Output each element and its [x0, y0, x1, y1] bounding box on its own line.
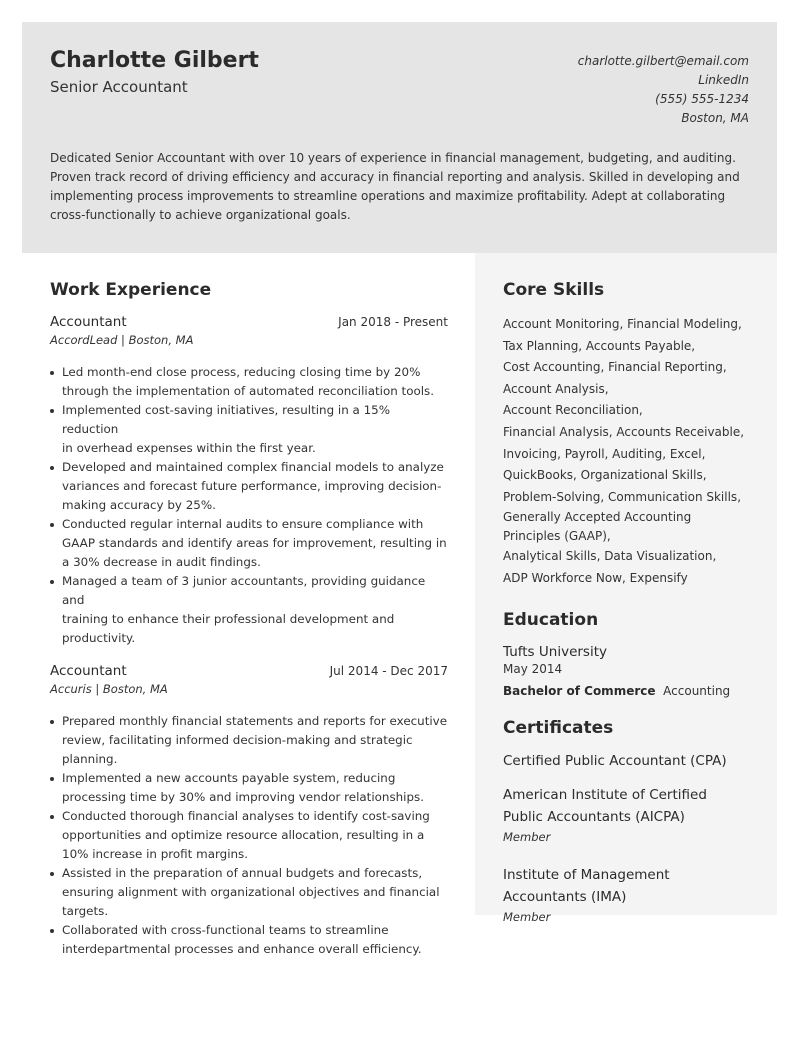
certificate-item: [503, 864, 758, 924]
bullet-item: Conducted thorough financial analyses to identify cost-saving opportunities and optimize resource allocation, resulting in a 10% increase in profit margins.: [50, 807, 448, 864]
skill-line: QuickBooks, Organizational Skills,: [503, 468, 707, 483]
bullet-item: Implemented cost-saving initiatives, resulting in a 15% reduction in overhead expenses within the first year.: [50, 401, 448, 458]
job-bullets: [50, 363, 448, 648]
resume-header: [22, 22, 777, 253]
certificate-name: Institute of Management: [503, 866, 670, 883]
skill-line: Principles (GAAP),: [503, 529, 611, 544]
education-date: May 2014: [503, 661, 563, 676]
skills-list: [503, 314, 758, 590]
certificate-name: Certified Public Accountant (CPA): [503, 752, 727, 769]
skill-line: Financial Analysis, Accounts Receivable,: [503, 424, 745, 439]
skill-line: Tax Planning, Accounts Payable,: [503, 338, 696, 353]
skill-line: Generally Accepted Accounting: [503, 510, 692, 525]
summary-line: Proven track record of driving efficiency and accuracy in financial reporting and analysis. Skilled in developing and: [50, 170, 740, 184]
job-company: Accuris | Boston, MA: [50, 682, 168, 696]
education-degree: [503, 684, 758, 698]
bullet-item: Conducted regular internal audits to ensure compliance with GAAP standards and identify areas for improvement, resulting in a 30% decrease in audit findings.: [50, 515, 448, 572]
certificate-name: Accountants (IMA): [503, 888, 627, 905]
contact-phone: (555) 555-1234: [655, 92, 749, 106]
degree-field: Accounting: [663, 683, 731, 698]
education-entry: [503, 644, 758, 698]
education-school: Tufts University: [503, 643, 607, 660]
summary-line: Dedicated Senior Accountant with over 10 years of experience in financial management, budgeting, and auditing.: [50, 151, 736, 165]
education-heading: Education: [503, 609, 599, 630]
bullet-item: Collaborated with cross-functional teams to streamline interdepartmental processes and enhance overall efficiency.: [50, 921, 448, 959]
skill-line: Account Monitoring, Financial Modeling,: [503, 317, 742, 331]
certificate-item: [503, 750, 758, 772]
bullet-item: Led month-end close process, reducing closing time by 20% through the implementation of automated reconciliation tools.: [50, 363, 448, 401]
skill-line: Problem-Solving, Communication Skills,: [503, 489, 742, 504]
skill-line: Account Analysis,: [503, 381, 609, 396]
job-title: Accountant: [50, 314, 127, 330]
skill-line: Account Reconciliation,: [503, 403, 643, 418]
job-dates: Jan 2018 - Present: [338, 315, 448, 329]
summary: [50, 149, 750, 225]
job-title: Accountant: [50, 663, 127, 679]
certificate-name: Public Accountants (AICPA): [503, 808, 685, 825]
sidebar: [503, 280, 758, 924]
job-dates: Jul 2014 - Dec 2017: [329, 664, 448, 678]
contact-block: [578, 52, 749, 128]
bullet-item: Assisted in the preparation of annual budgets and forecasts, ensuring alignment with organizational objectives and financial targets.: [50, 864, 448, 921]
certificate-role: Member: [503, 829, 551, 844]
skill-line: Invoicing, Payroll, Auditing, Excel,: [503, 446, 706, 461]
job-entry: [50, 663, 448, 959]
bullet-item: Prepared monthly financial statements and reports for executive review, facilitating informed decision-making and strategic planning.: [50, 712, 448, 769]
candidate-role: Senior Accountant: [50, 78, 188, 96]
certificates-heading: Certificates: [503, 717, 614, 738]
bullet-item: Developed and maintained complex financial models to analyze variances and forecast future performance, improving decision- making accuracy by 25%.: [50, 458, 448, 515]
contact-email[interactable]: charlotte.gilbert@email.com: [577, 54, 749, 68]
core-skills-heading: Core Skills: [503, 280, 605, 300]
contact-location: Boston, MA: [681, 111, 749, 125]
degree-name: Bachelor of Commerce: [503, 683, 656, 698]
job-entry: [50, 314, 448, 648]
job-company: AccordLead | Boston, MA: [50, 333, 194, 347]
skill-line: Cost Accounting, Financial Reporting,: [503, 360, 727, 375]
contact-linkedin[interactable]: LinkedIn: [698, 73, 749, 87]
skill-line: Analytical Skills, Data Visualization,: [503, 549, 717, 564]
summary-line: implementing process improvements to streamline operations and maximize profitability. Adept at collaborating: [50, 189, 726, 203]
candidate-name: Charlotte Gilbert: [50, 48, 259, 73]
work-experience-section: [50, 280, 448, 959]
bullet-item: Managed a team of 3 junior accountants, providing guidance and training to enhance their professional development and productivity.: [50, 572, 448, 648]
job-bullets: [50, 712, 448, 959]
work-experience-heading: Work Experience: [50, 280, 212, 300]
certificate-item: [503, 784, 758, 844]
bullet-item: Implemented a new accounts payable system, reducing processing time by 30% and improving vendor relationships.: [50, 769, 448, 807]
summary-line: cross-functionally to achieve organizational goals.: [50, 208, 351, 222]
skill-line: ADP Workforce Now, Expensify: [503, 570, 688, 585]
certificate-name: American Institute of Certified: [503, 786, 707, 803]
certificate-role: Member: [503, 909, 551, 924]
